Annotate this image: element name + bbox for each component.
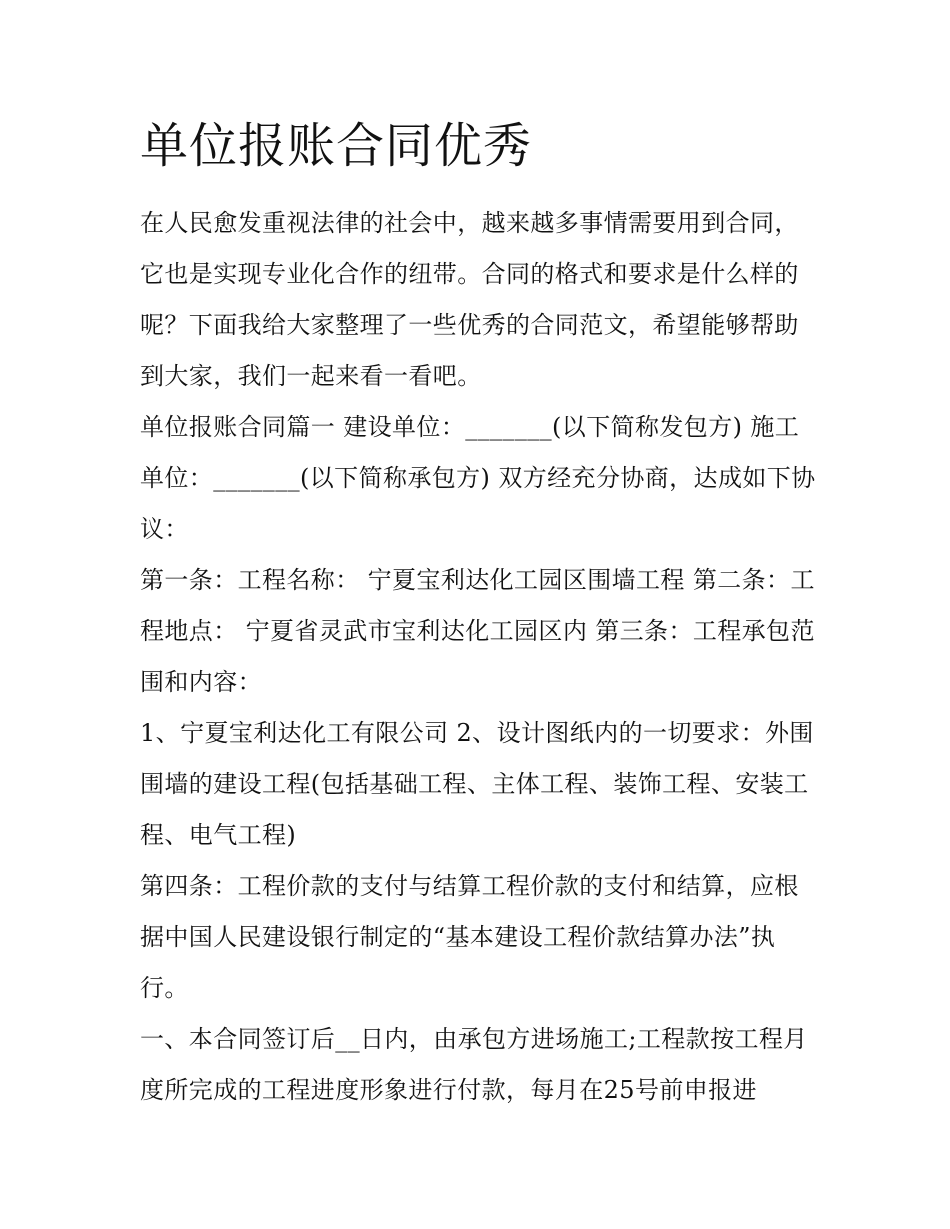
articles-1-3-paragraph: 第一条：工程名称： 宁夏宝利达化工园区围墙工程 第二条：工程地点： 宁夏省灵武市宝利达化工园区内 第三条：工程承包范围和内容： (140, 566, 815, 696)
contract-parties-paragraph: 单位报账合同篇一 建设单位：_______(以下简称发包方) 施工单位：_______(以下简称承包方) 双方经充分协商，达成如下协议： (140, 413, 816, 543)
article-4-paragraph: 第四条：工程价款的支付与结算工程价款的支付和结算，应根据中国人民建设银行制定的“基本建设工程价款结算办法”执行。 (140, 872, 799, 1002)
intro-paragraph: 在人民愈发重视法律的社会中，越来越多事情需要用到合同，它也是实现专业化合作的纽带。合同的格式和要求是什么样的呢？下面我给大家整理了一些优秀的合同范文，希望能够帮助到大家，我们一起来看一看吧。 (140, 209, 799, 390)
document-body (140, 112, 820, 1116)
document-title: 单位报账合同优秀 (140, 118, 533, 174)
scope-items-paragraph: 1、宁夏宝利达化工有限公司 2、设计图纸内的一切要求：外围围墙的建设工程(包括基础工程、主体工程、装饰工程、安装工程、电气工程) (140, 719, 814, 849)
payment-clause-paragraph: 一、本合同签订后__日内，由承包方进场施工;工程款按工程月度所完成的工程进度形象进行付款，每月在25号前申报进 (140, 1025, 808, 1104)
